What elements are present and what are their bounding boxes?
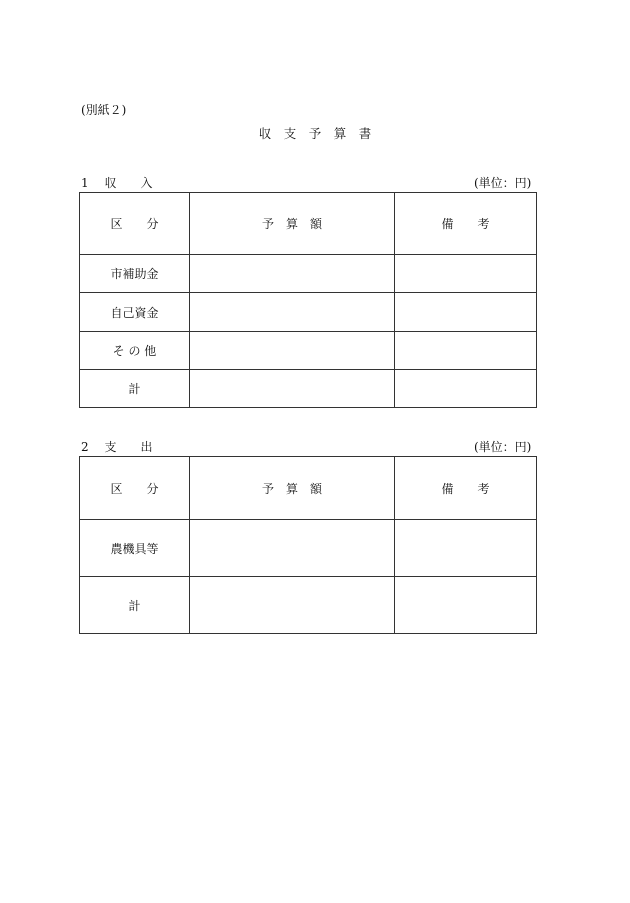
income-row-budget-cell[interactable] xyxy=(190,332,395,370)
income-header-remarks: 備 考 xyxy=(395,193,537,255)
table-row xyxy=(80,577,537,634)
expense-total-remarks-cell[interactable] xyxy=(395,577,537,634)
attachment-label: (別紙２) xyxy=(81,103,127,117)
income-header-budget: 予 算 額 xyxy=(190,193,395,255)
income-header-row xyxy=(80,193,537,255)
expense-header-remarks: 備 考 xyxy=(395,457,537,520)
expense-total-budget-cell[interactable] xyxy=(190,577,395,634)
document-title: 収 支 予 算 書 xyxy=(258,126,372,141)
expense-section-title: 2 支 出 xyxy=(81,440,153,454)
income-row-budget-cell[interactable] xyxy=(190,255,395,293)
expense-row-remarks-cell[interactable] xyxy=(395,520,537,577)
table-row xyxy=(80,332,537,370)
expense-header-row xyxy=(80,457,537,520)
income-row-category: 自己資金 xyxy=(80,293,190,332)
expense-table xyxy=(79,456,537,634)
income-row-budget-cell[interactable] xyxy=(190,293,395,332)
expense-total-label: 計 xyxy=(80,577,190,634)
income-section-title: 1 収 入 xyxy=(81,176,153,190)
income-header-category: 区 分 xyxy=(80,193,190,255)
expense-header-category: 区 分 xyxy=(80,457,190,520)
income-table xyxy=(79,192,537,408)
income-row-remarks-cell[interactable] xyxy=(395,255,537,293)
income-row-remarks-cell[interactable] xyxy=(395,332,537,370)
expense-row-category: 農機具等 xyxy=(80,520,190,577)
income-total-budget-cell[interactable] xyxy=(190,370,395,408)
income-unit-label: (単位：円) xyxy=(474,176,532,190)
expense-header-budget: 予 算 額 xyxy=(190,457,395,520)
table-row xyxy=(80,293,537,332)
table-row xyxy=(80,520,537,577)
income-row-category: 市補助金 xyxy=(80,255,190,293)
table-row xyxy=(80,255,537,293)
income-row-remarks-cell[interactable] xyxy=(395,293,537,332)
expense-unit-label: (単位：円) xyxy=(474,440,532,454)
income-row-category: そ の 他 xyxy=(80,332,190,370)
expense-row-budget-cell[interactable] xyxy=(190,520,395,577)
income-total-label: 計 xyxy=(80,370,190,408)
table-row xyxy=(80,370,537,408)
income-total-remarks-cell[interactable] xyxy=(395,370,537,408)
